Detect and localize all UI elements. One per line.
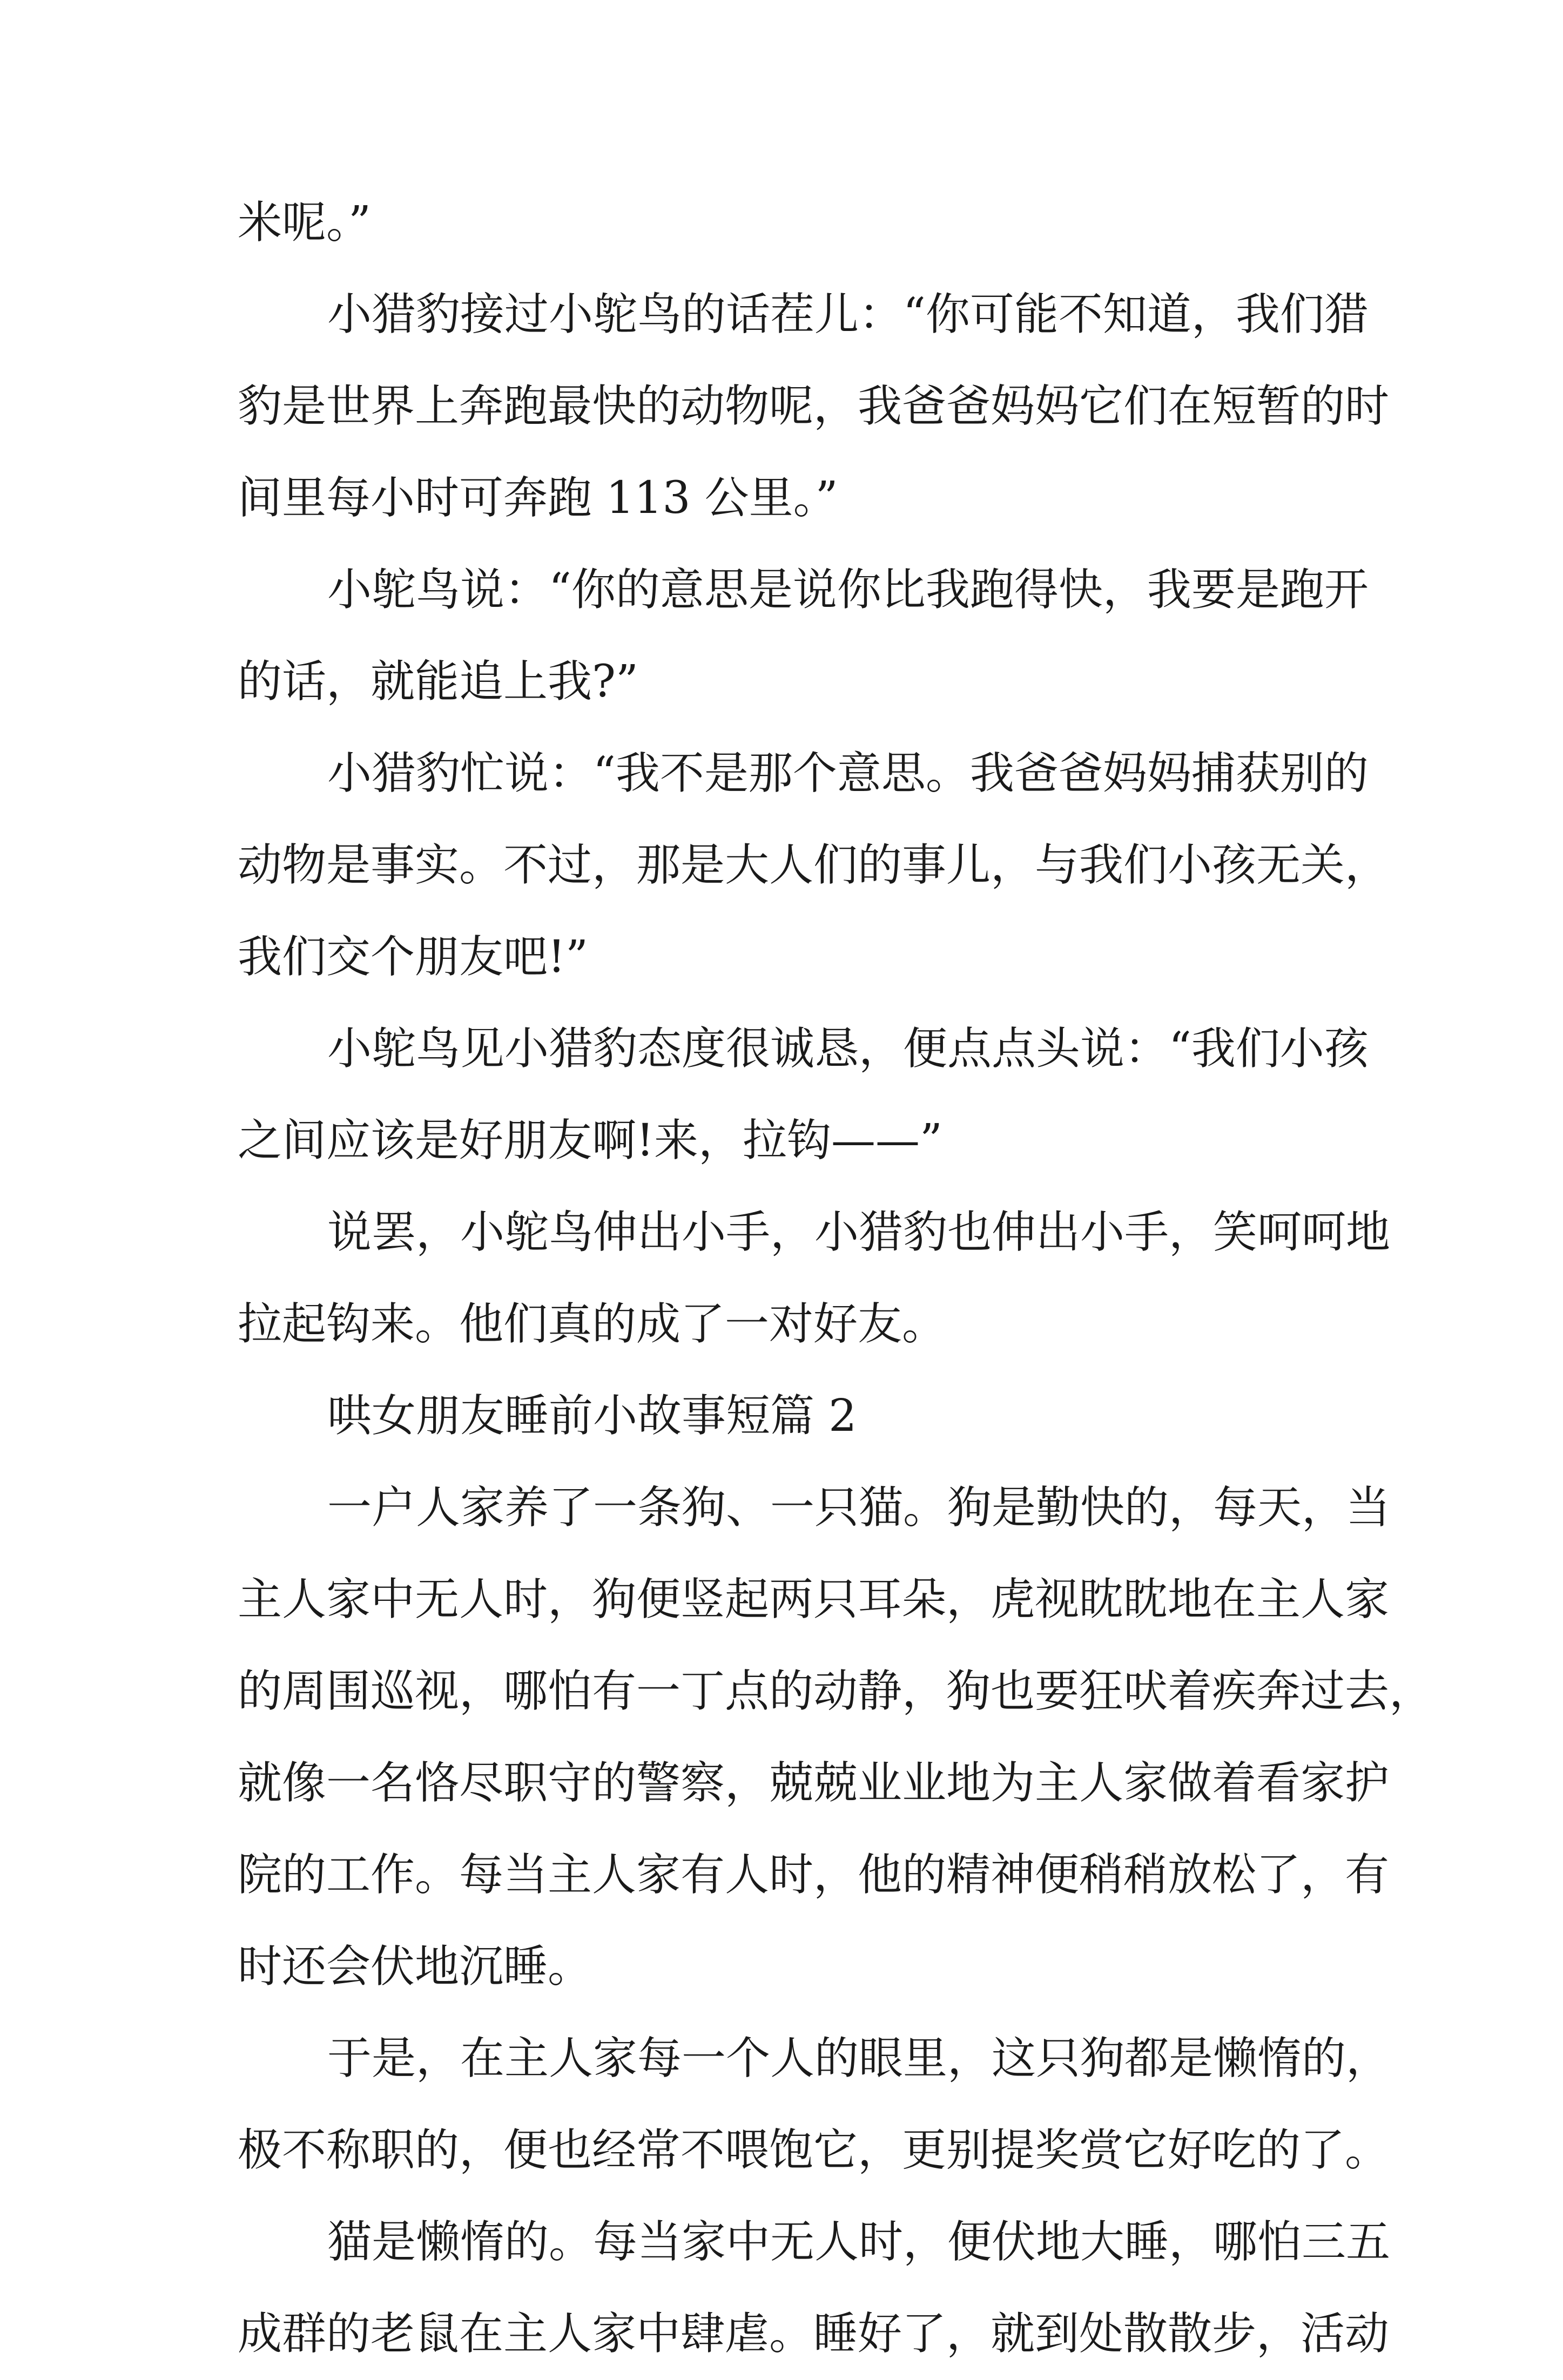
text-line: 极不称职的，便也经常不喂饱它，更别提奖赏它好吃的了。 [238,2125,1390,2176]
text-line: 一户人家养了一条狗、一只猫。狗是勤快的，每天，当 [327,1482,1391,1533]
text-line: 院的工作。每当主人家有人时，他的精神便稍稍放松了，有 [238,1849,1390,1901]
text-line: 小鸵鸟说：“你的意思是说你比我跑得快，我要是跑开 [327,564,1369,616]
text-line: 时还会伏地沉睡。 [238,1941,592,1992]
text-line: 之间应该是好朋友啊!来，拉钩——” [238,1115,942,1166]
text-line: 于是，在主人家每一个人的眼里，这只狗都是懒惰的， [327,2033,1391,2084]
text-line: 豹是世界上奔跑最快的动物呢，我爸爸妈妈它们在短暂的时 [238,381,1390,432]
text-line: 米呢。” [238,197,371,248]
text-line: 哄女朋友睡前小故事短篇 2 [327,1390,857,1442]
text-line: 间里每小时可奔跑 113 公里。” [238,472,838,524]
text-line: 猫是懒惰的。每当家中无人时，便伏地大睡，哪怕三五 [327,2216,1391,2268]
text-line: 拉起钩来。他们真的成了一对好友。 [238,1299,947,1350]
text-line: 小猎豹接过小鸵鸟的话茬儿：“你可能不知道，我们猎 [327,289,1369,340]
text-line: 的周围巡视，哪怕有一丁点的动静，狗也要狂吠着疾奔过去， [238,1666,1434,1717]
text-line: 动物是事实。不过，那是大人们的事儿，与我们小孩无关， [238,840,1390,891]
text-line: 小鸵鸟见小猎豹态度很诚恳，便点点头说：“我们小孩 [327,1023,1369,1074]
text-line: 就像一名恪尽职守的警察，兢兢业业地为主人家做着看家护 [238,1757,1390,1809]
text-line: 我们交个朋友吧!” [238,931,588,983]
document-body-text [238,177,1434,2380]
text-line: 的话，就能追上我?” [238,656,638,707]
text-line: 成群的老鼠在主人家中肆虐。睡好了，就到处散散步，活动 [238,2308,1390,2359]
text-line: 主人家中无人时，狗便竖起两只耳朵，虎视眈眈地在主人家 [238,1574,1390,1625]
text-line: 说罢，小鸵鸟伸出小手，小猎豹也伸出小手，笑呵呵地 [327,1207,1391,1258]
text-line: 小猎豹忙说：“我不是那个意思。我爸爸妈妈捕获别的 [327,748,1369,799]
